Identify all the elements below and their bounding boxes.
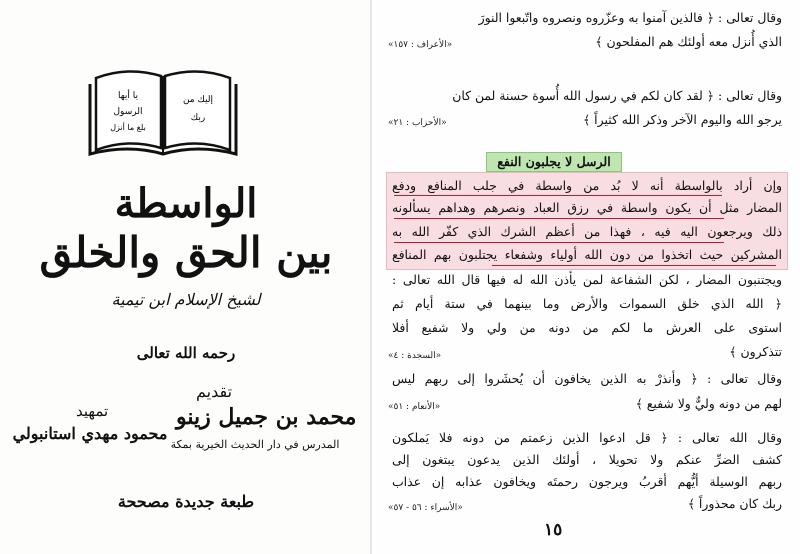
paragraph-line5: ويجتنبون المضار ، لكن الشفاعة لمن يأذن الله له فيها قال الله تعالى : xyxy=(392,272,782,287)
verse2-line1: وقال تعالى : ﴿ لقد كان لكم في رسول الله أُسوة حسنة لمن كان xyxy=(452,88,782,103)
verse3-line3: تتذكرون ﴾ xyxy=(729,344,782,359)
verse5-line4: ربك كان محذوراً ﴾ xyxy=(687,496,782,511)
open-book-icon xyxy=(88,58,238,158)
verse5-line2: كشف الضرِّ عنكم ولا تحويلا ، أولئك الذين يدعون يبتغون إلى xyxy=(392,452,782,467)
paragraph-line4: المشركين حيث اتخذوا من دون الله أولياء وشفعاء يجتلبون بهم المنافع xyxy=(392,247,782,262)
verse1-line1: وقال تعالى : ﴿ فالذين آمنوا به وعزّروه ونصروه واتّبعوا النورَ xyxy=(478,10,782,25)
underline-3 xyxy=(394,242,724,243)
verse3-line2: استوى على العرش ما لكم من دونه من ولي ولا شفيع أفلا xyxy=(392,320,782,335)
paragraph-line3: ذلك ويرجعون اليه فيه ، فهذا من أعظم الشرك الذي كفّر الله به xyxy=(392,224,782,239)
cover-title-line1: الواسطة xyxy=(114,180,258,227)
underline-2 xyxy=(394,218,724,219)
book-icon-text-3: بلغ ما أنزل xyxy=(110,123,146,132)
introduction-author: محمد بن جميل زينو xyxy=(176,404,357,430)
preface-label: تمهيد xyxy=(76,402,109,420)
paragraph-line2: المضار مثل أن يكون واسطة في رزق العباد ونصرهم وهداهم يسألونه xyxy=(392,200,782,215)
verse3-reference: «السجدة : ٤» xyxy=(388,351,442,361)
verse5-line3: ربهم الوسيلة أيُّهم أقربُ ويرجون رحمتَه ويخافون عذابه إن عذاب xyxy=(392,474,782,489)
text-page xyxy=(372,0,800,554)
underline-4 xyxy=(492,265,776,266)
book-icon-text-1: يا أيها xyxy=(117,91,139,101)
underline-1 xyxy=(394,195,722,196)
book-icon-text-4: إليك من xyxy=(182,95,214,105)
cover-mercy-phrase: رحمه الله تعالى xyxy=(136,344,236,362)
section-heading: الرسل لا يجلبون النفع xyxy=(486,152,622,172)
verse4-reference: «الأنعام : ٥١» xyxy=(388,402,441,412)
verse1-reference: «الأعراف : ١٥٧» xyxy=(388,40,453,50)
verse2-reference: «الأحزاب : ٢١» xyxy=(388,118,447,128)
cover-title-line2: بين الحق والخلق xyxy=(39,228,333,277)
introduction-author-description: المدرس في دار الحديث الخيرية بمكة xyxy=(170,438,340,451)
edition-note: طبعة جديدة مصححة xyxy=(117,492,255,511)
page-number: ١٥ xyxy=(544,520,563,540)
verse2-line2: يرجو الله واليوم الآخر وذكر الله كثيراً ﴾ xyxy=(582,112,782,127)
paragraph-line1: وإن أراد بالواسطة أنه لا بُد من واسطة في جلب المنافع ودفع xyxy=(392,178,782,193)
cover-author: لشيخ الإسلام ابن تيمية xyxy=(111,290,261,309)
verse3-line1: ﴿ الله الذي خلق السموات والأرض وما بينهما في ستة أيام ثم xyxy=(392,296,782,311)
verse4-line2: لهم من دونه وليٌّ ولا شفيع ﴾ xyxy=(635,396,782,411)
introduction-label: تقديم xyxy=(196,382,233,401)
verse5-reference: «الأسراء : ٥٦ - ٥٧» xyxy=(388,503,463,513)
book-icon-text-2: الرسول xyxy=(113,107,143,117)
verse4-line1: وقال تعالى : ﴿ وأنذرْ به الذين يخافون أن يُحشَروا إلى ربهم ليس xyxy=(392,371,782,386)
verse1-line2: الذي أُنزل معه أولئك هم المفلحون ﴾ xyxy=(595,34,782,49)
verse5-line1: وقال الله تعالى : ﴿ قل ادعوا الذين زعمتم من دونه فلا يَملكون xyxy=(392,430,782,445)
preface-author: محمود مهدي استانبولي xyxy=(12,424,168,443)
cover-page xyxy=(0,0,372,554)
book-icon-text-5: ربك xyxy=(190,113,206,123)
